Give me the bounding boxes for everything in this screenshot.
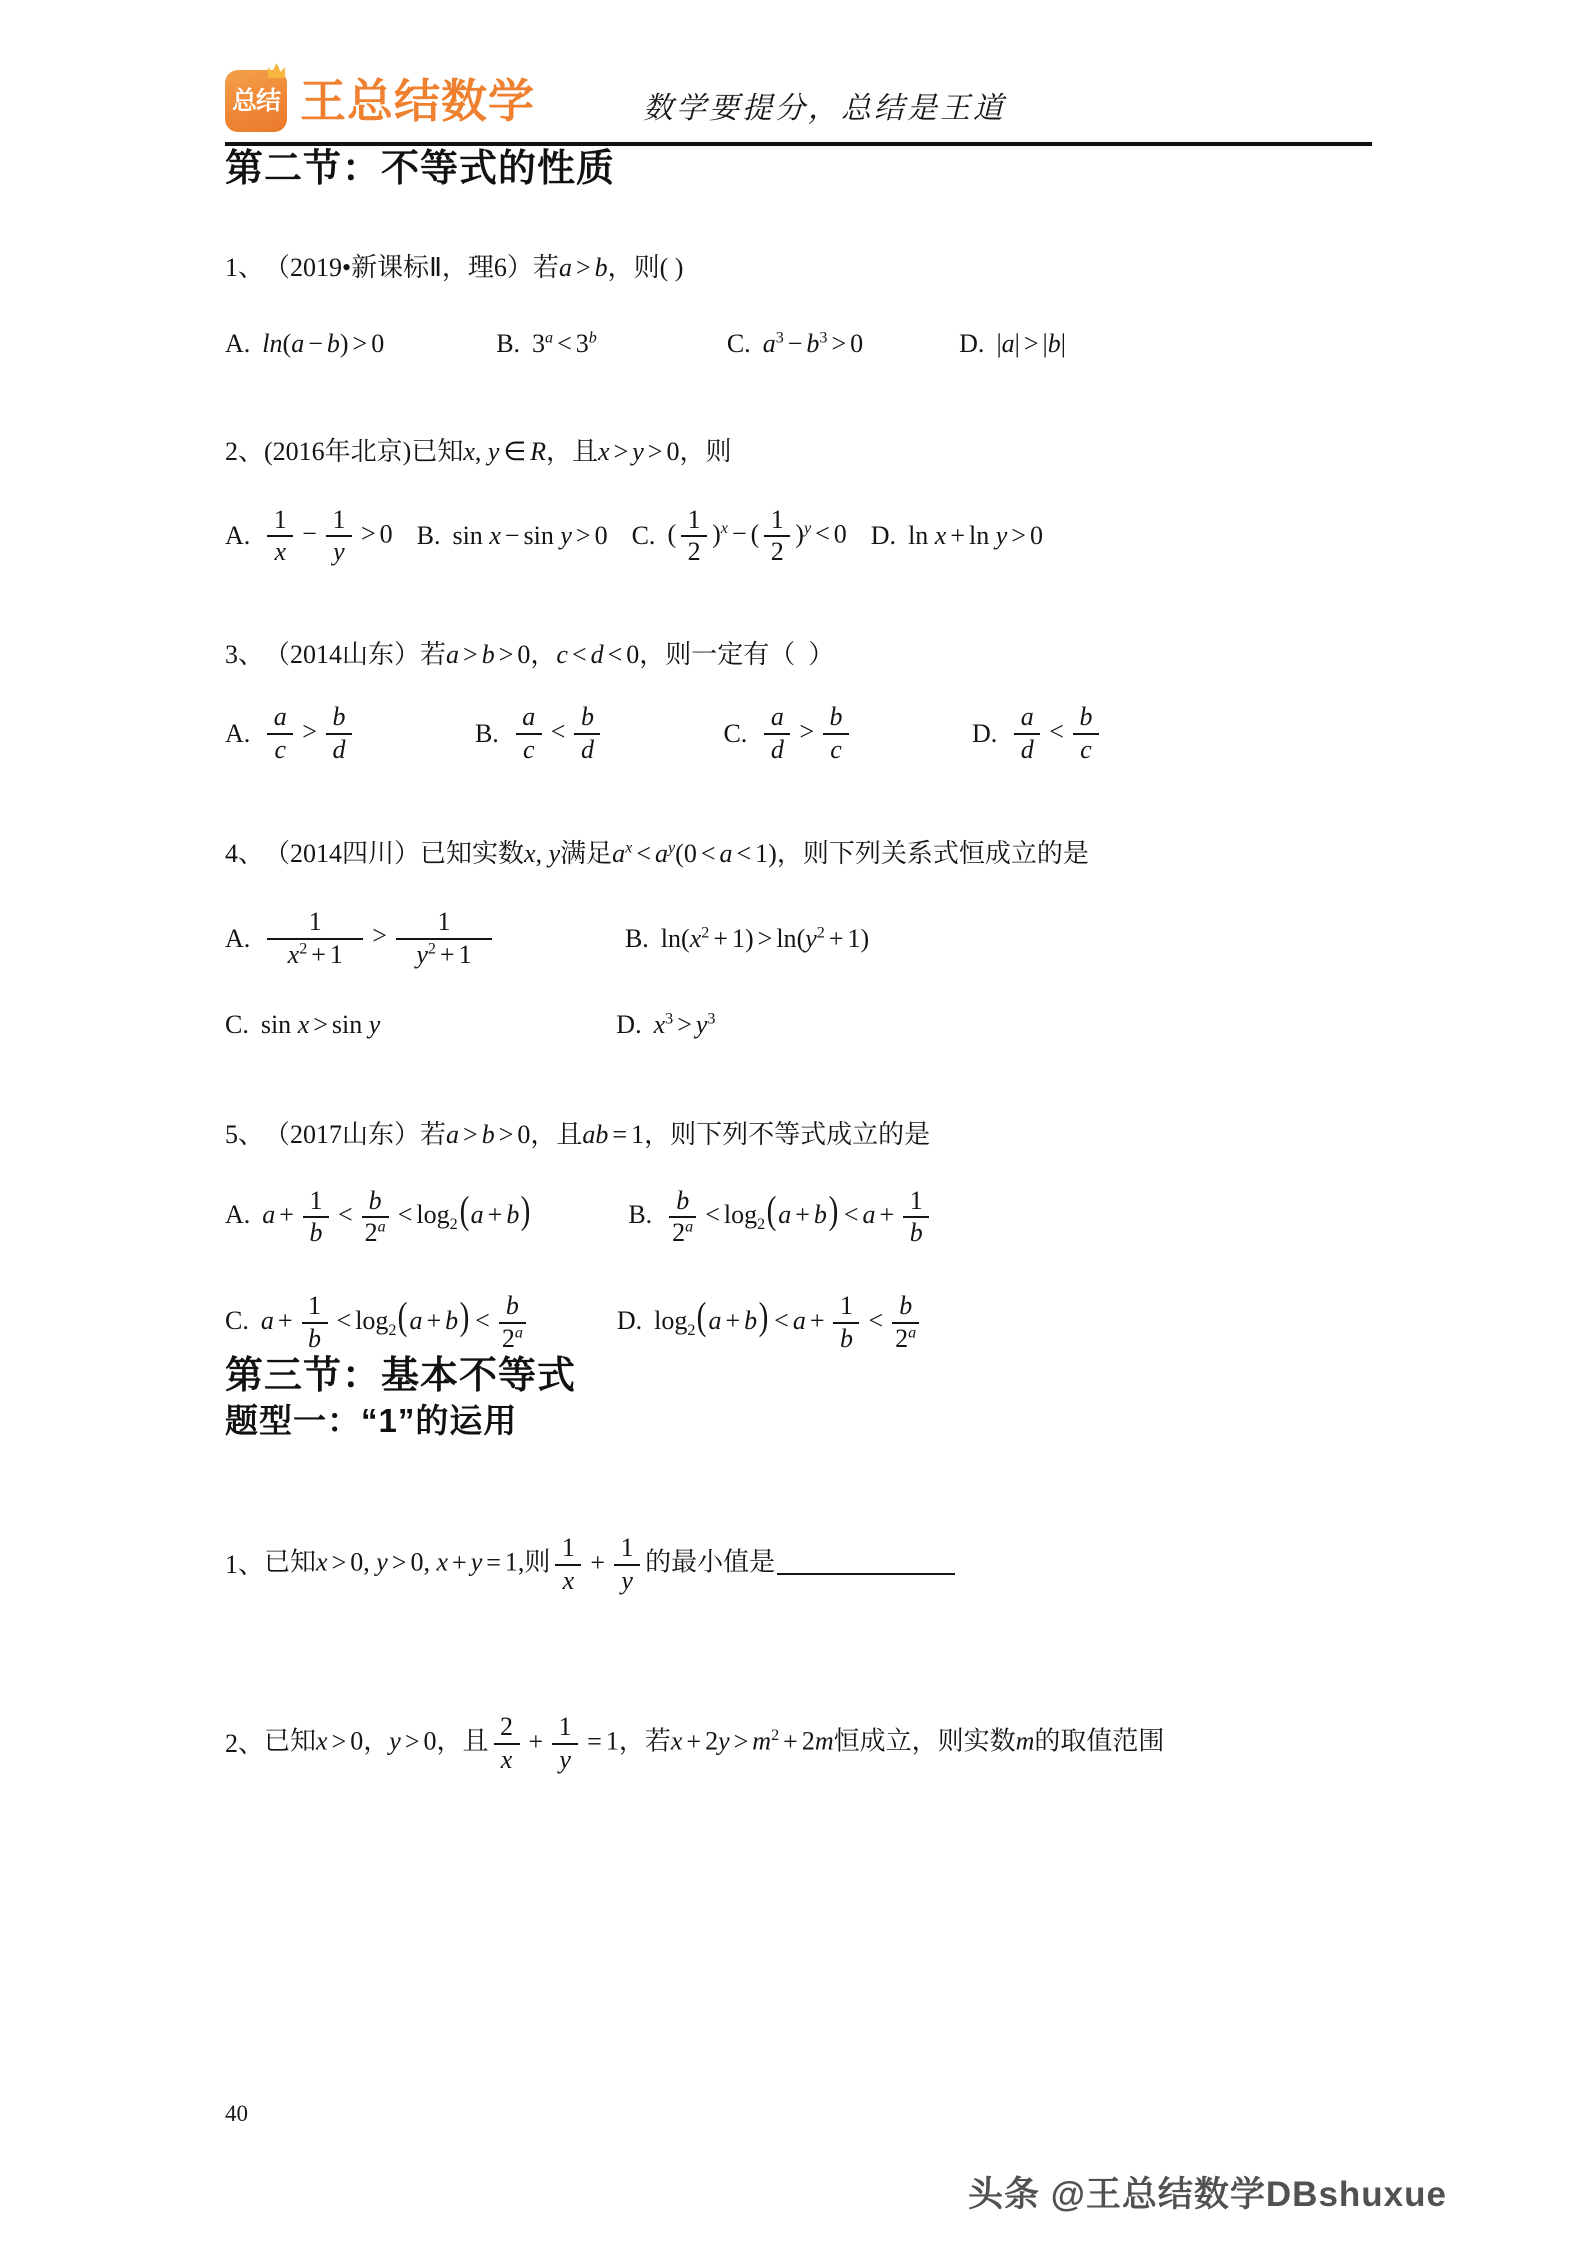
- question-5-options-cd: [225, 1289, 1372, 1353]
- option-label: A.: [225, 329, 251, 359]
- option-math: $\log_2(a + b) < a$ + $\frac{1}{b}$ < $\frac{b}{2^a}$: [654, 1289, 924, 1353]
- question-1: [225, 249, 1372, 287]
- question-5: [225, 1116, 1372, 1154]
- option-math: ln(a − b) > 0: [262, 329, 385, 359]
- question-3-option-a: [225, 704, 357, 763]
- question-1-option-c: [727, 325, 863, 363]
- option-math: sin x − sin y > 0: [452, 521, 608, 551]
- option-label: A.: [225, 718, 251, 748]
- section-title-3: 第三节：基本不等式: [225, 1354, 577, 1397]
- option-math: $\frac{1}{x^2 + 1}$ > $\frac{1}{y^2 + 1}$: [262, 909, 497, 968]
- question-2-option-c: [631, 504, 847, 567]
- question-4-source: （2014四川）: [264, 839, 421, 869]
- question-3-stem: [225, 636, 1372, 674]
- question-2-option-d: [871, 517, 1043, 555]
- option-math: $x^3 > y^3$: [653, 1010, 716, 1040]
- logo-badge-icon: [225, 70, 287, 132]
- option-label: C.: [631, 521, 656, 551]
- option-math: a + $\frac{1}{b}$ < $\log_2(a + b)$ < $\frac{b}{2^a}$: [261, 1289, 531, 1353]
- section3-question-1-number: 1、: [225, 1549, 265, 1579]
- option-label: B.: [416, 521, 441, 551]
- question-4-stem: [225, 835, 1372, 873]
- option-label: B.: [496, 329, 521, 359]
- option-math: $\frac{a}{c}$ < $\frac{b}{d}$: [511, 704, 606, 763]
- option-math: $\frac{a}{d}$ < $\frac{b}{c}$: [1009, 704, 1104, 763]
- option-math: $a^3 - b^3 > 0$: [762, 329, 864, 359]
- question-2-option-a: [225, 504, 393, 567]
- option-label: C.: [723, 718, 748, 748]
- question-1-stem-math: 若a > b: [532, 252, 608, 282]
- brand-logo: [225, 70, 535, 132]
- question-type-title-1: 题型一：“1”的运用: [225, 1402, 518, 1439]
- question-5-option-b: [628, 1183, 934, 1247]
- question-4: [225, 835, 1372, 873]
- question-3-source: （2014山东）: [264, 639, 421, 669]
- question-2-option-b: [417, 517, 608, 555]
- question-1-option-a: [225, 325, 384, 363]
- question-5-option-c: [225, 1289, 531, 1353]
- option-label: B.: [624, 923, 649, 953]
- question-1-option-d: [959, 325, 1066, 363]
- question-1-stem-tail: ，则( ): [607, 252, 684, 282]
- option-label: A.: [225, 1200, 251, 1230]
- brand-name: 王总结数学: [300, 75, 535, 127]
- question-1-source: （2019•新课标Ⅱ，理6）: [264, 252, 533, 282]
- section3-question-1: [225, 1535, 1372, 1594]
- question-5-option-d: [617, 1289, 924, 1353]
- question-5-number: 5、: [225, 1119, 265, 1149]
- section3-question-2-stem: [225, 1714, 1372, 1773]
- option-math: $\frac{a}{d}$ > $\frac{b}{c}$: [759, 704, 854, 763]
- option-math: $\frac{1}{x}$ − $\frac{1}{y}$ > 0: [262, 507, 392, 566]
- question-1-option-b: [496, 325, 597, 363]
- option-math: $3^a < 3^b$: [532, 329, 597, 359]
- question-4-option-d: [616, 1006, 715, 1044]
- question-4-option-a: [225, 909, 497, 968]
- question-4-number: 4、: [225, 839, 265, 869]
- question-3-option-c: [723, 704, 854, 763]
- question-3-number: 3、: [225, 639, 265, 669]
- logo-badge-label: 总结: [231, 86, 280, 115]
- question-5-stem: [225, 1116, 1372, 1154]
- question-3: [225, 636, 1372, 674]
- option-label: A.: [225, 521, 251, 551]
- option-math: $\ln(x^2 + 1) > \ln(y^2 + 1)$: [660, 923, 870, 953]
- question-2-stem: [225, 433, 1372, 471]
- question-4-option-c: [225, 1006, 380, 1044]
- option-label: A.: [225, 923, 251, 953]
- answer-blank[interactable]: [777, 1546, 955, 1575]
- section3-question-2-math: 已知x > 0，y > 0，且 $\frac{2}{x}$ + $\frac{1}{y}$ = 1，若$x + 2y > m^2 + 2m$恒成立，则实数m的取值范围: [264, 1712, 1165, 1774]
- question-1-stem: [225, 249, 1372, 287]
- option-label: C.: [726, 329, 751, 359]
- option-label: D.: [971, 718, 998, 748]
- section3-question-2-number: 2、: [225, 1728, 265, 1758]
- option-math: $\frac{b}{2^a}$ < $\log_2(a + b) < a$ + $\frac{1}{b}$: [664, 1183, 934, 1247]
- question-4-options-cd: [225, 1006, 1372, 1044]
- section3-question-1-math: 已知x > 0, y > 0, x + y = 1,则 $\frac{1}{x}$ + $\frac{1}{y}$ 的最小值是: [264, 1535, 955, 1594]
- question-2-options: [225, 504, 1372, 567]
- question-1-options: [225, 325, 1372, 363]
- question-4-option-b: [625, 920, 869, 958]
- option-math: $\frac{a}{c}$ > $\frac{b}{d}$: [262, 704, 357, 763]
- option-math: ( $\frac{1}{2}$ )$^x$ − ( $\frac{1}{2}$ )$^y$ < 0: [667, 504, 847, 567]
- question-3-stem-math: 若a > b > 0，c < d < 0，则一定有（ ）: [420, 639, 835, 669]
- question-1-number: 1、: [225, 252, 265, 282]
- option-label: B.: [628, 1200, 653, 1230]
- option-math: sin x > sin y: [260, 1010, 381, 1040]
- question-3-option-d: [972, 704, 1104, 763]
- question-5-source: （2017山东）: [264, 1119, 421, 1149]
- question-2-number: 2、: [225, 436, 265, 466]
- question-2: [225, 433, 1372, 471]
- watermark: 头条 @王总结数学DBshuxue: [968, 2175, 1447, 2214]
- option-label: D.: [870, 521, 897, 551]
- option-label: D.: [616, 1010, 642, 1040]
- option-label: D.: [616, 1305, 643, 1335]
- question-2-stem-math: 已知x, y ∈ R，且x > y > 0，则: [411, 436, 732, 466]
- option-math: |a| > |b|: [996, 329, 1066, 359]
- option-label: D.: [959, 329, 985, 359]
- page-number: 40: [225, 2101, 248, 2126]
- question-3-option-b: [475, 704, 606, 763]
- question-3-options: [225, 704, 1372, 763]
- question-5-options-ab: [225, 1183, 1372, 1247]
- header-tagline: 数学要提分，总结是王道: [643, 92, 1006, 125]
- question-5-stem-math: 若a > b > 0，且ab = 1，则下列不等式成立的是: [420, 1119, 931, 1149]
- option-math: ln x + ln y > 0: [908, 521, 1043, 551]
- question-4-stem-math: 已知实数x, y满足$a^x < a^y(0 < a < 1)$，则下列关系式恒成立的是: [420, 839, 1089, 869]
- option-label: C.: [225, 1010, 249, 1040]
- question-5-option-a: [225, 1183, 532, 1247]
- section3-question-1-stem: [225, 1535, 1372, 1594]
- crown-icon: [268, 63, 285, 78]
- option-math: a + $\frac{1}{b}$ < $\frac{b}{2^a}$ < $\log_2(a + b)$: [262, 1185, 531, 1248]
- option-label: C.: [225, 1305, 249, 1335]
- page-header: [225, 0, 1372, 132]
- question-2-source: (2016年北京): [264, 436, 412, 466]
- question-4-options-ab: [225, 909, 1372, 968]
- section3-question-2: [225, 1714, 1372, 1773]
- option-label: B.: [474, 718, 499, 748]
- section-title-2: 第二节：不等式的性质: [225, 148, 616, 190]
